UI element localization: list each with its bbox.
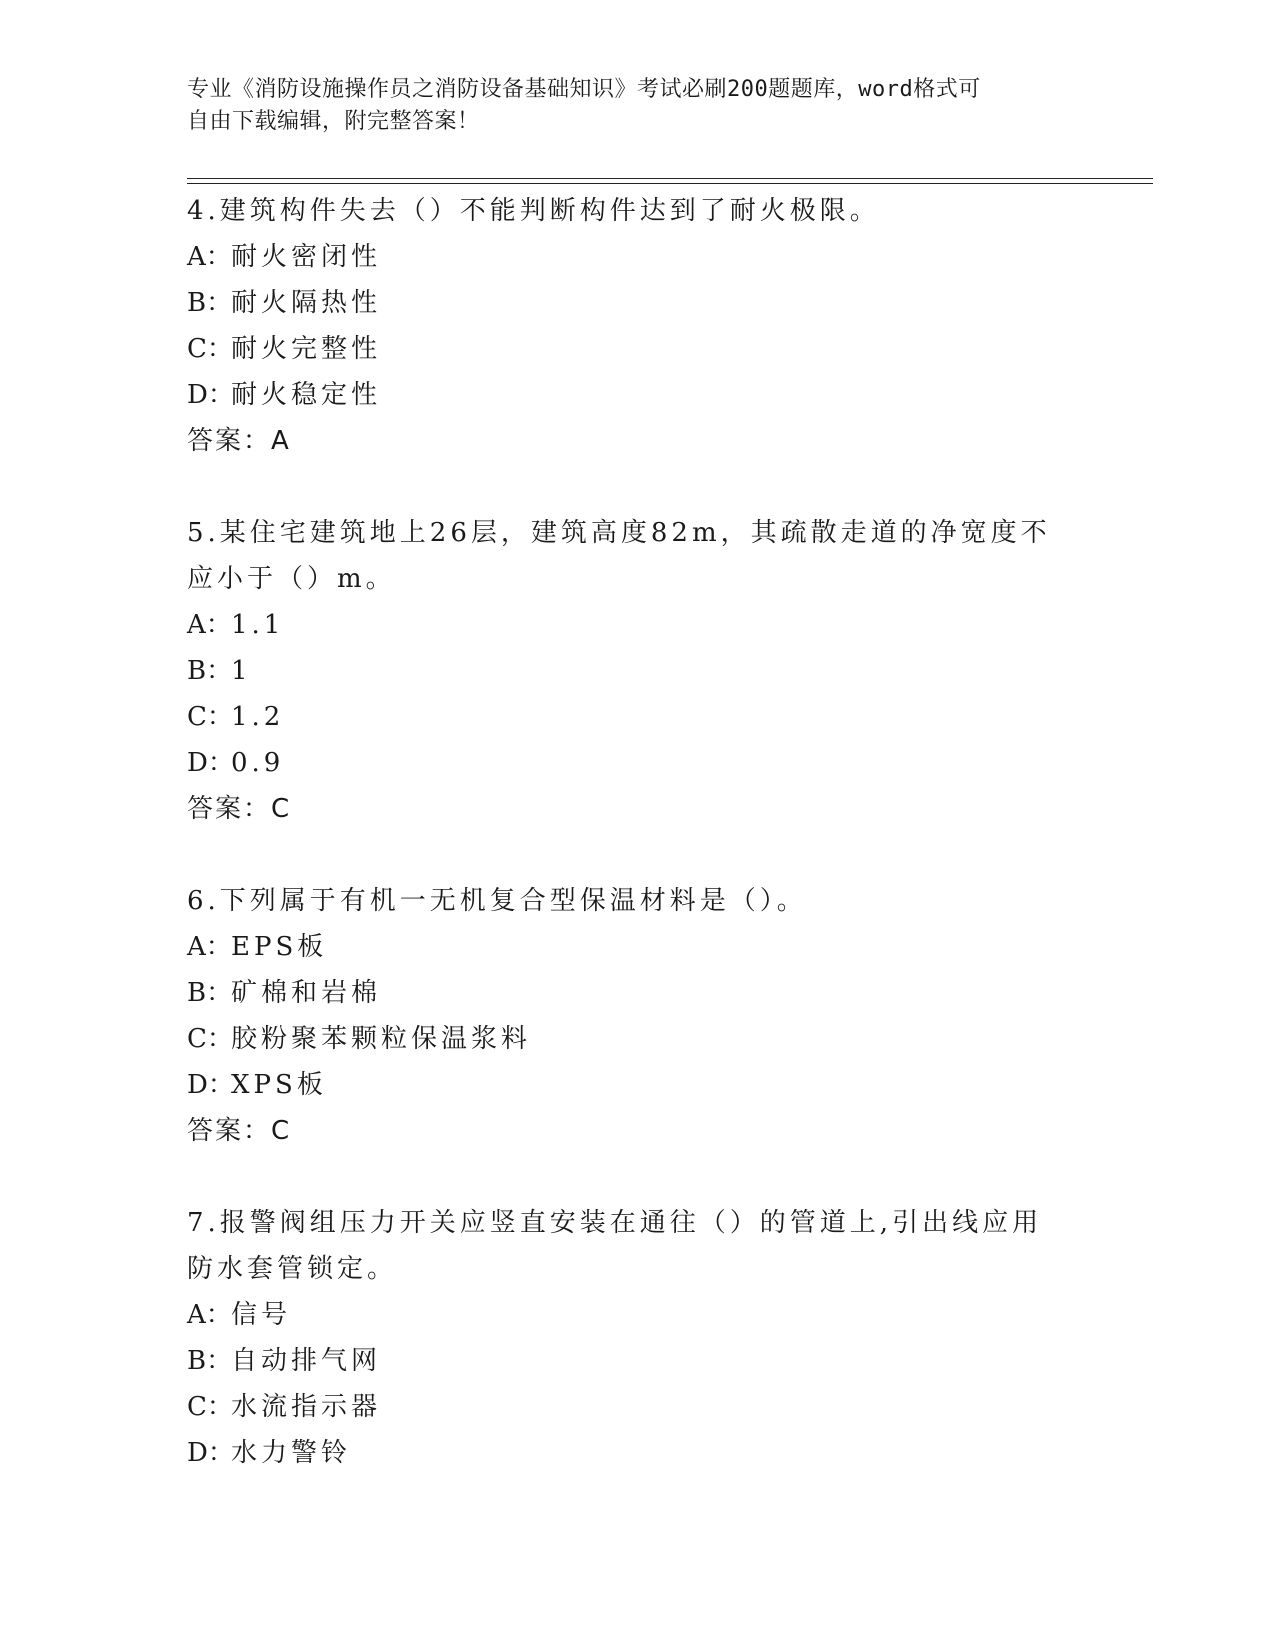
option-key: D： [187,1438,234,1468]
option-b [187,1338,1087,1384]
option-a [187,1292,1087,1338]
header-line-2: 自由下载编辑，附完整答案！ [187,109,480,134]
option-key: A： [187,242,232,272]
option-text: 水流指示器 [231,1392,382,1422]
option-text: 水力警铃 [231,1438,352,1468]
question-spacer [187,464,1087,510]
option-d [187,372,1087,418]
header-divider-bottom [187,183,1153,184]
question-4 [187,188,1087,464]
option-text: 耐火完整性 [231,334,382,364]
option-text: 矿棉和岩棉 [231,978,382,1008]
option-text: 耐火密闭性 [231,242,382,272]
header-line-1: 专业《消防设施操作员之消防设备基础知识》考试必刷200题题库，word格式可 [187,77,981,102]
option-key: D： [187,380,234,410]
option-key: A： [187,932,232,962]
option-d [187,740,1087,786]
option-key: D： [187,1070,234,1100]
option-c [187,326,1087,372]
option-key: C： [187,334,233,364]
option-text: 1 [231,656,252,686]
option-c [187,694,1087,740]
option-text: 1.2 [231,702,285,732]
question-7 [187,1200,1087,1476]
option-a [187,924,1087,970]
question-5 [187,510,1087,832]
answer-line: 答案：A [187,426,291,456]
option-d [187,1430,1087,1476]
option-text: 胶粉聚苯颗粒保温浆料 [231,1024,532,1054]
option-key: B： [187,656,233,686]
option-text: 自动排气网 [231,1346,382,1376]
option-text: 耐火隔热性 [231,288,382,318]
document-header [187,74,1067,138]
option-text: 信号 [231,1300,292,1330]
question-stem: 4.建筑构件失去（）不能判断构件达到了耐火极限。 [187,196,880,226]
option-text: XPS板 [231,1070,327,1100]
option-text: 0.9 [231,748,285,778]
question-stem: 5.某住宅建筑地上26层，建筑高度82m，其疏散走道的净宽度不应小于（）m。 [187,518,1051,594]
answer-line: 答案：C [187,1116,292,1146]
option-d [187,1062,1087,1108]
header-divider-top [187,178,1153,179]
answer-line: 答案：C [187,794,292,824]
option-key: B： [187,1346,233,1376]
question-spacer [187,1154,1087,1200]
option-a [187,234,1087,280]
option-key: A： [187,1300,232,1330]
option-key: B： [187,288,233,318]
option-b [187,648,1087,694]
option-key: C： [187,702,233,732]
option-b [187,970,1087,1016]
option-a [187,602,1087,648]
question-6 [187,878,1087,1154]
option-key: C： [187,1392,233,1422]
option-c [187,1016,1087,1062]
question-spacer [187,832,1087,878]
question-stem: 6.下列属于有机一无机复合型保温材料是（）。 [187,886,807,916]
option-text: 耐火稳定性 [231,380,382,410]
option-text: EPS板 [231,932,328,962]
option-key: B： [187,978,233,1008]
option-c [187,1384,1087,1430]
question-stem: 7.报警阀组压力开关应竖直安装在通往（）的管道上,引出线应用防水套管锁定。 [187,1208,1043,1284]
option-text: 1.1 [231,610,285,640]
option-key: D： [187,748,234,778]
option-key: C： [187,1024,233,1054]
question-list [187,188,1087,1476]
option-b [187,280,1087,326]
option-key: A： [187,610,232,640]
